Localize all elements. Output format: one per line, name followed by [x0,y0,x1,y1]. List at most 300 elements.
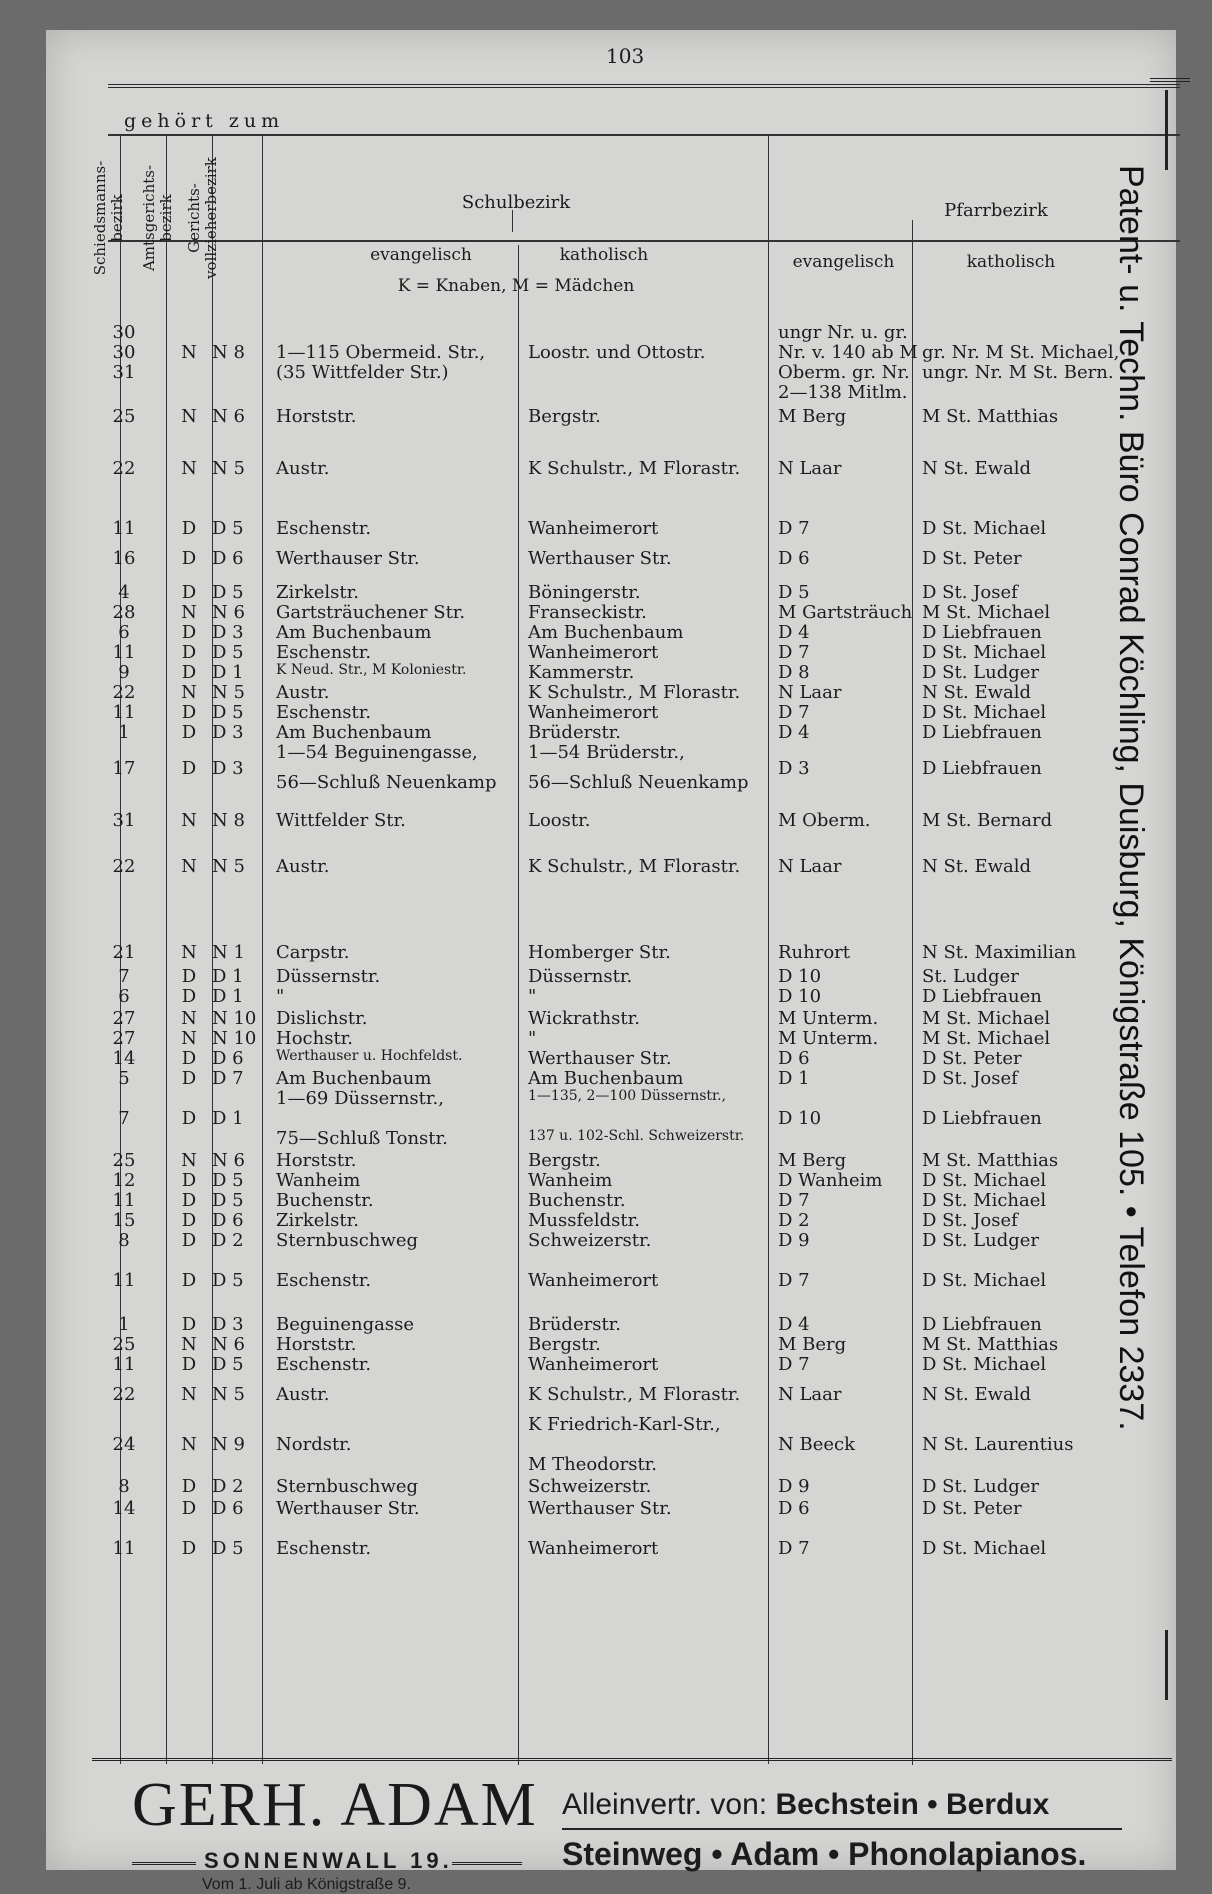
cell-school-katholisch: Kammerstr. [528,662,635,683]
cell-gerichtsvollzieher: D 6 [212,1048,244,1069]
cell-amtsgericht: D [181,1048,197,1069]
cell-pfarr-evangelisch: D 4 [778,1314,810,1335]
cell-pfarr-evangelisch: M Oberm. [778,810,871,831]
cell-gerichtsvollzieher: N 8 [212,342,245,363]
cell-schiedsmann: 17 [112,758,136,779]
cell-school-evangelisch: Düssernstr. [276,966,381,987]
cell-school-katholisch: Schweizerstr. [528,1230,652,1251]
cell-pfarr-evangelisch: D 4 [778,722,810,743]
table-row [46,406,1126,428]
table-row [46,1068,1126,1090]
cell-amtsgericht: D [181,966,197,987]
cell-school-katholisch: 137 u. 102-Schl. Schweizerstr. [528,1128,745,1144]
cell-pfarr-katholisch: D St. Ludger [922,1230,1040,1251]
cell-school-evangelisch: Am Buchenbaum [276,622,432,643]
cell-pfarr-evangelisch: D 6 [778,1048,810,1069]
cell-gerichtsvollzieher: D 6 [212,1210,244,1231]
cell-amtsgericht: N [181,682,197,703]
cell-school-evangelisch: 1—115 Obermeid. Str., [276,342,486,363]
table-row [46,1498,1126,1520]
cell-school-katholisch: Franseckistr. [528,602,647,623]
cell-pfarr-katholisch: M St. Matthias [922,1334,1059,1355]
cell-pfarr-evangelisch: M Berg [778,406,847,427]
cell-school-katholisch: " [528,986,537,1007]
cell-gerichtsvollzieher: D 1 [212,986,244,1007]
table-row [46,810,1126,832]
cell-amtsgericht: N [181,856,197,877]
cell-school-evangelisch: Werthauser Str. [276,548,420,569]
side-rule-bottom-v [1165,1630,1168,1700]
cell-schiedsmann: 14 [112,1498,136,1519]
cell-school-katholisch: Wanheimerort [528,642,659,663]
cell-gerichtsvollzieher: N 6 [212,1334,245,1355]
cell-pfarr-evangelisch: N Laar [778,1384,842,1405]
ad-top-rule [92,1758,1172,1761]
ad-rule-right [452,1862,522,1865]
cell-schiedsmann: 25 [112,406,136,427]
ad-line1-prefix: Alleinvertr. von: [562,1788,768,1821]
cell-school-katholisch: Wanheimerort [528,518,659,539]
cell-pfarr-katholisch: N St. Ewald [922,458,1032,479]
cell-gerichtsvollzieher: D 5 [212,642,244,663]
cell-pfarr-evangelisch: D 7 [778,1190,810,1211]
side-rule-top-v [1165,90,1168,170]
cell-school-katholisch: K Schulstr., M Florastr. [528,458,741,479]
cell-pfarr-katholisch: M St. Bernard [922,810,1053,831]
cell-school-katholisch: Loostr. und Ottostr. [528,342,706,363]
cell-gerichtsvollzieher: N 6 [212,1150,245,1171]
cell-schiedsmann: 11 [112,1190,136,1211]
cell-school-katholisch: Bergstr. [528,406,601,427]
cell-amtsgericht: D [181,1230,197,1251]
ad-move-note: Vom 1. Juli ab Königstraße 9. [202,1876,411,1893]
table-row [46,362,1126,384]
cell-schiedsmann: 25 [112,1334,136,1355]
cell-gerichtsvollzieher: N 5 [212,1384,245,1405]
cell-schiedsmann: 1 [118,722,130,743]
cell-pfarr-evangelisch: D 10 [778,1108,822,1129]
cell-school-katholisch: Wanheimerort [528,1354,659,1375]
cell-pfarr-evangelisch: D 2 [778,1210,810,1231]
cell-pfarr-katholisch: D St. Ludger [922,662,1040,683]
cell-schiedsmann: 22 [112,458,136,479]
cell-school-evangelisch: Horststr. [276,1150,357,1171]
cell-amtsgericht: D [181,622,197,643]
cell-school-evangelisch: Zirkelstr. [276,1210,360,1231]
cell-schiedsmann: 31 [112,362,136,383]
cell-schiedsmann: 7 [118,1108,130,1129]
cell-school-katholisch: Wanheimerort [528,1270,659,1291]
cell-schiedsmann: 28 [112,602,136,623]
cell-pfarr-evangelisch: M Gartsträuch [778,602,913,623]
cell-schiedsmann: 31 [112,810,136,831]
header-schiedsmanns: Schiedsmanns-bezirk [91,160,126,276]
cell-pfarr-katholisch: D Liebfrauen [922,622,1042,643]
cell-schiedsmann: 22 [112,1384,136,1405]
cell-gerichtsvollzieher: D 6 [212,1498,244,1519]
table-row [46,548,1126,570]
cell-school-katholisch: Loostr. [528,810,591,831]
cell-gerichtsvollzieher: N 6 [212,602,245,623]
cell-pfarr-katholisch: D St. Michael [922,1270,1047,1291]
cell-school-katholisch: Düssernstr. [528,966,633,987]
cell-pfarr-katholisch: M St. Michael [922,602,1051,623]
table-row [46,856,1126,878]
cell-schiedsmann: 21 [112,942,136,963]
cell-pfarr-evangelisch: D 7 [778,702,810,723]
cell-gerichtsvollzieher: N 5 [212,856,245,877]
table-row [46,582,1126,604]
ad-rule-left [132,1862,196,1865]
document-page [46,30,1176,1893]
cell-pfarr-evangelisch: D 10 [778,966,822,987]
cell-gerichtsvollzieher: N 8 [212,810,245,831]
cell-school-evangelisch: Eschenstr. [276,702,372,723]
cell-school-katholisch: Bergstr. [528,1334,601,1355]
table-row [46,622,1126,644]
table-row [46,662,1126,684]
table-row [46,1270,1126,1292]
cell-pfarr-evangelisch: 2—138 Mitlm. [778,382,908,403]
cell-pfarr-katholisch: D St. Peter [922,1048,1022,1069]
table-row [46,1384,1126,1406]
cell-school-evangelisch: 56—Schluß Neuenkamp [276,772,497,793]
cell-school-evangelisch: (35 Wittfelder Str.) [276,362,449,383]
ad-line1-brands: Bechstein • Berdux [775,1788,1050,1821]
ad-line2: Steinweg • Adam • Phonolapianos. [562,1836,1087,1872]
cell-school-katholisch: Bergstr. [528,1150,601,1171]
table-row [46,772,1126,794]
cell-gerichtsvollzieher: D 6 [212,548,244,569]
cell-schiedsmann: 6 [118,986,130,1007]
cell-amtsgericht: D [181,662,197,683]
table-row [46,518,1126,540]
cell-pfarr-katholisch: D St. Michael [922,1170,1047,1191]
cell-gerichtsvollzieher: D 5 [212,1354,244,1375]
cell-pfarr-katholisch: M St. Michael [922,1008,1051,1029]
cell-pfarr-katholisch: M St. Matthias [922,1150,1059,1171]
school-divider [512,210,513,232]
cell-school-evangelisch: Sternbuschweg [276,1476,419,1497]
cell-schiedsmann: 11 [112,642,136,663]
cell-schiedsmann: 12 [112,1170,136,1191]
table-row [46,1008,1126,1030]
cell-amtsgericht: D [181,1068,197,1089]
cell-amtsgericht: D [181,1354,197,1375]
cell-gerichtsvollzieher: N 9 [212,1434,245,1455]
cell-pfarr-katholisch: D St. Michael [922,1538,1047,1559]
table-row [46,642,1126,664]
cell-school-evangelisch: Eschenstr. [276,1538,372,1559]
cell-gerichtsvollzieher: N 1 [212,942,245,963]
cell-gerichtsvollzieher: D 2 [212,1230,244,1251]
cell-amtsgericht: D [181,642,197,663]
cell-school-evangelisch: Eschenstr. [276,518,372,539]
cell-pfarr-evangelisch: D Wanheim [778,1170,883,1191]
cell-pfarr-evangelisch: D 1 [778,1068,810,1089]
table-row [46,1454,1126,1476]
cell-schiedsmann: 30 [112,342,136,363]
cell-pfarr-katholisch: D St. Josef [922,1068,1018,1089]
cell-school-katholisch: Wanheimerort [528,702,659,723]
cell-pfarr-evangelisch: M Berg [778,1334,847,1355]
cell-amtsgericht: D [181,1190,197,1211]
cell-school-evangelisch: Austr. [276,1384,330,1405]
cell-school-evangelisch: Werthauser u. Hochfeldst. [276,1048,463,1064]
table-row [46,966,1126,988]
cell-school-evangelisch: Eschenstr. [276,1354,372,1375]
cell-pfarr-evangelisch: D 7 [778,642,810,663]
cell-gerichtsvollzieher: N 10 [212,1028,257,1049]
cell-school-evangelisch: Austr. [276,856,330,877]
cell-amtsgericht: D [181,1270,197,1291]
cell-school-katholisch: Am Buchenbaum [528,622,684,643]
cell-school-katholisch: K Schulstr., M Florastr. [528,682,741,703]
cell-amtsgericht: N [181,406,197,427]
cell-amtsgericht: N [181,458,197,479]
header-pfarr-katholisch: katholisch [966,252,1056,272]
cell-school-katholisch: Werthauser Str. [528,548,672,569]
ad-line1 [562,1788,1049,1822]
cell-school-katholisch: 1—54 Brüderstr., [528,742,685,763]
cell-amtsgericht: N [181,602,197,623]
cell-school-evangelisch: Nordstr. [276,1434,352,1455]
cell-amtsgericht: D [181,1108,197,1129]
cell-pfarr-katholisch: St. Ludger [922,966,1019,987]
cell-pfarr-katholisch: D Liebfrauen [922,1108,1042,1129]
cell-gerichtsvollzieher: D 3 [212,758,244,779]
cell-schiedsmann: 4 [118,582,130,603]
header-pfarr-evangelisch: evangelisch [792,252,895,272]
table-row [46,1230,1126,1252]
cell-school-evangelisch: K Neud. Str., M Koloniestr. [276,662,467,678]
cell-schiedsmann: 5 [118,1068,130,1089]
ad-company-name: GERH. ADAM [132,1771,538,1839]
cell-gerichtsvollzieher: N 10 [212,1008,257,1029]
cell-pfarr-evangelisch: D 9 [778,1230,810,1251]
table-row [46,1150,1126,1172]
cell-amtsgericht: N [181,1028,197,1049]
table-row [46,1128,1126,1150]
cell-gerichtsvollzieher: D 5 [212,1270,244,1291]
cell-school-katholisch: Böningerstr. [528,582,641,603]
cell-school-evangelisch: Werthauser Str. [276,1498,420,1519]
cell-school-katholisch: K Friedrich-Karl-Str., [528,1414,721,1435]
header-knaben-maedchen: K = Knaben, M = Mädchen [397,276,635,296]
cell-amtsgericht: D [181,722,197,743]
cell-schiedsmann: 30 [112,322,136,343]
cell-school-katholisch: 56—Schluß Neuenkamp [528,772,749,793]
cell-pfarr-katholisch: D St. Ludger [922,1476,1040,1497]
cell-pfarr-katholisch: D Liebfrauen [922,986,1042,1007]
cell-school-evangelisch: Eschenstr. [276,642,372,663]
side-banner-text: Patent- u. Techn. Büro Conrad Köchling, Duisburg, Königstraße 105. • Telefon 2337. [1112,165,1150,1431]
table-row [46,682,1126,704]
cell-gerichtsvollzieher: D 3 [212,622,244,643]
cell-schiedsmann: 24 [112,1434,136,1455]
cell-pfarr-katholisch: D St. Josef [922,582,1018,603]
cell-pfarr-katholisch: N St. Ewald [922,1384,1032,1405]
advertisement [92,1770,1172,1893]
cell-pfarr-katholisch: D St. Michael [922,1190,1047,1211]
cell-schiedsmann: 16 [112,548,136,569]
table-row [46,1048,1126,1070]
cell-gerichtsvollzieher: D 3 [212,1314,244,1335]
cell-pfarr-evangelisch: N Laar [778,856,842,877]
table-row [46,702,1126,724]
cell-amtsgericht: N [181,1150,197,1171]
cell-pfarr-evangelisch: D 6 [778,548,810,569]
cell-amtsgericht: N [181,810,197,831]
cell-schiedsmann: 27 [112,1008,136,1029]
cell-schiedsmann: 8 [118,1230,130,1251]
cell-gerichtsvollzieher: D 5 [212,702,244,723]
cell-pfarr-katholisch: N St. Ewald [922,856,1032,877]
cell-pfarr-katholisch: N St. Laurentius [922,1434,1074,1455]
cell-school-katholisch: Werthauser Str. [528,1048,672,1069]
cell-amtsgericht: D [181,548,197,569]
cell-school-evangelisch: Hochstr. [276,1028,354,1049]
header-top-line [108,134,1180,136]
table-row [46,1210,1126,1232]
cell-gerichtsvollzieher: D 1 [212,662,244,683]
cell-schiedsmann: 1 [118,1314,130,1335]
cell-amtsgericht: D [181,1210,197,1231]
cell-school-evangelisch: Horststr. [276,406,357,427]
cell-pfarr-katholisch: gr. Nr. M St. Michael, [922,342,1120,363]
side-rule-top [1150,78,1190,82]
table-row [46,722,1126,744]
cell-school-katholisch: K Schulstr., M Florastr. [528,1384,741,1405]
cell-schiedsmann: 25 [112,1150,136,1171]
cell-school-evangelisch: Am Buchenbaum [276,722,432,743]
cell-pfarr-evangelisch: D 7 [778,1354,810,1375]
cell-school-katholisch: M Theodorstr. [528,1454,658,1475]
cell-school-katholisch: Homberger Str. [528,942,671,963]
table-row [46,458,1126,480]
table-row [46,1414,1126,1436]
cell-amtsgericht: D [181,702,197,723]
cell-school-evangelisch: " [276,986,285,1007]
cell-school-katholisch: Buchenstr. [528,1190,626,1211]
cell-schiedsmann: 11 [112,702,136,723]
cell-schiedsmann: 11 [112,518,136,539]
cell-pfarr-katholisch: ungr. Nr. M St. Bern. [922,362,1114,383]
cell-pfarr-katholisch: D Liebfrauen [922,758,1042,779]
cell-pfarr-evangelisch: D 5 [778,582,810,603]
cell-pfarr-evangelisch: D 10 [778,986,822,1007]
cell-pfarr-evangelisch: D 8 [778,662,810,683]
cell-school-katholisch: Wickrathstr. [528,1008,640,1029]
header-bottom-line [108,240,1180,242]
table-row [46,342,1126,364]
cell-school-evangelisch: Buchenstr. [276,1190,374,1211]
cell-pfarr-evangelisch: D 7 [778,1538,810,1559]
cell-pfarr-katholisch: M St. Matthias [922,406,1059,427]
cell-school-evangelisch: Wittfelder Str. [276,810,406,831]
cell-pfarr-evangelisch: M Unterm. [778,1028,879,1049]
table-row [46,1170,1126,1192]
cell-amtsgericht: N [181,1384,197,1405]
table-row [46,382,1126,404]
cell-gerichtsvollzieher: D 1 [212,966,244,987]
cell-pfarr-katholisch: D St. Peter [922,548,1022,569]
cell-pfarr-katholisch: N St. Ewald [922,682,1032,703]
cell-pfarr-evangelisch: Oberm. gr. Nr. [778,362,910,383]
cell-school-evangelisch: Eschenstr. [276,1270,372,1291]
header-school-katholisch: katholisch [559,245,649,265]
table-row [46,1476,1126,1498]
cell-school-katholisch: " [528,1028,537,1049]
cell-school-evangelisch: Carpstr. [276,942,350,963]
cell-amtsgericht: D [181,1498,197,1519]
table-row [46,602,1126,624]
cell-school-katholisch: 1—135, 2—100 Düssernstr., [528,1088,727,1104]
cell-gerichtsvollzieher: D 2 [212,1476,244,1497]
cell-school-evangelisch: 75—Schluß Tonstr. [276,1128,448,1149]
cell-pfarr-katholisch: D St. Michael [922,702,1047,723]
cell-pfarr-evangelisch: D 7 [778,518,810,539]
header-school-evangelisch: evangelisch [370,245,472,265]
header-gerichtsvollzieher: Gerichts-vollzieherbezirk [185,157,220,279]
cell-school-evangelisch: Gartsträuchener Str. [276,602,466,623]
table-row [46,1314,1126,1336]
table-row [46,1088,1126,1110]
cell-gerichtsvollzieher: N 6 [212,406,245,427]
cell-pfarr-katholisch: M St. Michael [922,1028,1051,1049]
cell-schiedsmann: 14 [112,1048,136,1069]
cell-amtsgericht: D [181,758,197,779]
cell-pfarr-evangelisch: D 6 [778,1498,810,1519]
gehoert-zum-label: gehört zum [124,110,285,132]
cell-school-katholisch: Mussfeldstr. [528,1210,640,1231]
top-double-rule [108,84,1180,88]
cell-pfarr-evangelisch: D 3 [778,758,810,779]
cell-schiedsmann: 11 [112,1270,136,1291]
cell-schiedsmann: 6 [118,622,130,643]
cell-pfarr-katholisch: D Liebfrauen [922,1314,1042,1335]
cell-amtsgericht: D [181,1170,197,1191]
cell-pfarr-evangelisch: D 4 [778,622,810,643]
cell-school-evangelisch: Austr. [276,682,330,703]
cell-schiedsmann: 11 [112,1538,136,1559]
table-row [46,1108,1126,1130]
cell-school-evangelisch: Wanheim [276,1170,361,1191]
cell-school-katholisch: Brüderstr. [528,722,622,743]
table-row [46,1190,1126,1212]
cell-pfarr-evangelisch: N Laar [778,682,842,703]
cell-school-katholisch: K Schulstr., M Florastr. [528,856,741,877]
cell-pfarr-evangelisch: Nr. v. 140 ab M [778,342,918,363]
cell-school-evangelisch: Zirkelstr. [276,582,360,603]
ad-mid-rule [562,1828,1122,1830]
header-amtsgericht: Amtsgerichts-bezirk [140,164,175,272]
cell-amtsgericht: N [181,1008,197,1029]
cell-schiedsmann: 11 [112,1354,136,1375]
cell-pfarr-katholisch: D St. Michael [922,518,1047,539]
cell-school-evangelisch: 1—69 Düssernstr., [276,1088,444,1109]
cell-school-katholisch: Werthauser Str. [528,1498,672,1519]
cell-schiedsmann: 22 [112,856,136,877]
cell-pfarr-evangelisch: ungr Nr. u. gr. [778,322,908,343]
cell-pfarr-evangelisch: M Unterm. [778,1008,879,1029]
cell-gerichtsvollzieher: D 5 [212,1190,244,1211]
table-row [46,986,1126,1008]
cell-school-katholisch: Wanheim [528,1170,613,1191]
table-row [46,322,1126,344]
cell-pfarr-katholisch: D St. Michael [922,642,1047,663]
cell-pfarr-evangelisch: D 9 [778,1476,810,1497]
